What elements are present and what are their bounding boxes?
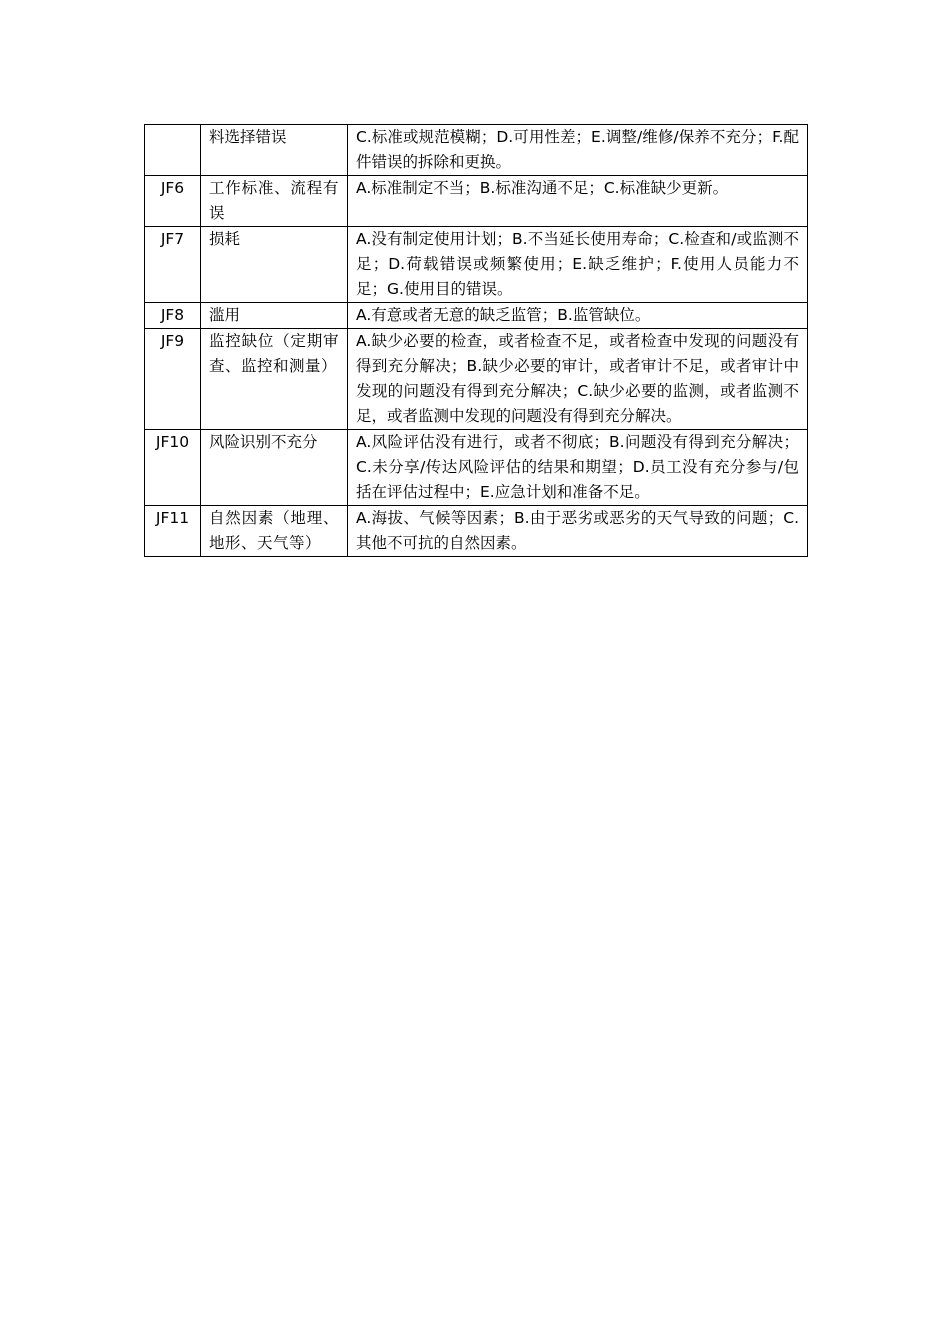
row-code: JF11 xyxy=(145,506,201,557)
row-code: JF9 xyxy=(145,329,201,430)
row-code: JF6 xyxy=(145,176,201,227)
row-name: 滥用 xyxy=(201,303,348,329)
row-name: 料选择错误 xyxy=(201,125,348,176)
row-code: JF7 xyxy=(145,227,201,303)
table-row xyxy=(145,430,808,506)
row-name: 风险识别不充分 xyxy=(201,430,348,506)
row-code: JF8 xyxy=(145,303,201,329)
row-code: JF10 xyxy=(145,430,201,506)
table-row xyxy=(145,329,808,430)
row-detail: A.有意或者无意的缺乏监管；B.监管缺位。 xyxy=(348,303,808,329)
row-name: 工作标准、流程有误 xyxy=(201,176,348,227)
row-detail: A.标准制定不当；B.标准沟通不足；C.标准缺少更新。 xyxy=(348,176,808,227)
row-name: 自然因素（地理、地形、天气等） xyxy=(201,506,348,557)
cause-table xyxy=(144,124,808,557)
row-detail: A.没有制定使用计划；B.不当延长使用寿命；C.检查和/或监测不足；D.荷载错误或频繁使用；E.缺乏维护；F.使用人员能力不足；G.使用目的错误。 xyxy=(348,227,808,303)
row-detail: A.风险评估没有进行，或者不彻底；B.问题没有得到充分解决；C.未分享/传达风险评估的结果和期望；D.员工没有充分参与/包括在评估过程中；E.应急计划和准备不足。 xyxy=(348,430,808,506)
row-name: 损耗 xyxy=(201,227,348,303)
table-row xyxy=(145,303,808,329)
row-code xyxy=(145,125,201,176)
table-row xyxy=(145,506,808,557)
row-name: 监控缺位（定期审查、监控和测量） xyxy=(201,329,348,430)
row-detail: A.缺少必要的检查，或者检查不足，或者检查中发现的问题没有得到充分解决；B.缺少必要的审计，或者审计不足，或者审计中发现的问题没有得到充分解决；C.缺少必要的监测，或者监测不足，或者监测中发现的问题没有得到充分解决。 xyxy=(348,329,808,430)
table-row xyxy=(145,125,808,176)
row-detail: C.标准或规范模糊；D.可用性差；E.调整/维修/保养不充分；F.配件错误的拆除和更换。 xyxy=(348,125,808,176)
table-row xyxy=(145,176,808,227)
row-detail: A.海拔、气候等因素；B.由于恶劣或恶劣的天气导致的问题；C.其他不可抗的自然因素。 xyxy=(348,506,808,557)
table-row xyxy=(145,227,808,303)
